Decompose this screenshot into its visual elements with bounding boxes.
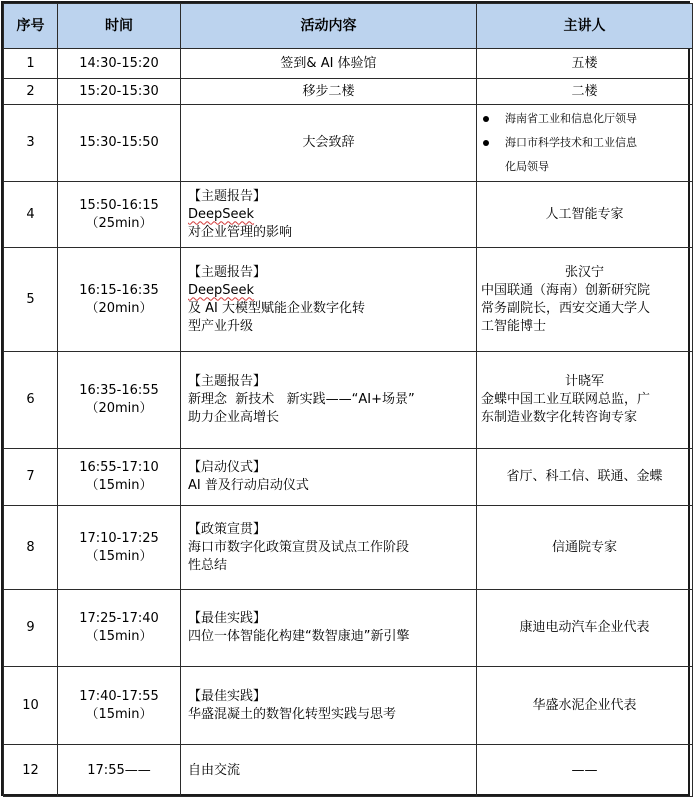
row-no: 8 (4, 506, 58, 590)
header-speaker: 主讲人 (477, 4, 693, 49)
agenda-table (3, 3, 693, 797)
row-no: 6 (4, 352, 58, 449)
row-time: 17:40-17:55 （15min） (58, 667, 181, 745)
content-text: DeepSeek 对企业管理的影响 (188, 206, 293, 240)
table-row (4, 352, 693, 449)
row-no: 10 (4, 667, 58, 745)
row-content (181, 506, 477, 590)
speaker-name: 计晓军 (564, 374, 604, 389)
header-no: 序号 (4, 4, 58, 49)
row-no: 5 (4, 248, 58, 352)
header-row (4, 4, 693, 49)
row-no: 7 (4, 449, 58, 506)
row-time: 14:30-15:20 (58, 49, 181, 79)
table-row (4, 79, 693, 105)
row-time: 15:20-15:30 (58, 79, 181, 105)
table-row (4, 49, 693, 79)
row-speaker: 省厅、科工信、联通、金蝶 (477, 449, 693, 506)
agenda-sheet (1, 1, 690, 796)
speaker-bullet-item: 海口市科学技术和工业信息 (481, 131, 688, 155)
speaker-title-line: 工智能博士 (481, 318, 547, 334)
row-no: 12 (4, 745, 58, 797)
table-row (4, 105, 693, 182)
table-row (4, 506, 693, 590)
content-tag: 【最佳实践】 (188, 688, 267, 704)
content-tag: 【主题报告】 (188, 264, 267, 280)
row-speaker: —— (477, 745, 693, 797)
row-content (181, 182, 477, 248)
speaker-bullet-item: 海南省工业和信息化厅领导 (481, 107, 688, 131)
speaker-bullet-continuation: 化局领导 (505, 160, 549, 173)
row-time: 16:15-16:35 （20min） (58, 248, 181, 352)
row-content: 大会致辞 (181, 105, 477, 182)
table-row (4, 590, 693, 667)
row-speaker: 人工智能专家 (477, 182, 693, 248)
bullet-dot-icon (483, 116, 489, 122)
content-text: 海口市数字化政策宣贯及试点工作阶段 (188, 539, 410, 555)
table-row (4, 449, 693, 506)
table-row (4, 667, 693, 745)
speaker-title-line: 常务副院长，西安交通大学人 (481, 300, 651, 316)
row-speaker: 五楼 (477, 49, 693, 79)
content-tag: 【主题报告】 (188, 374, 267, 389)
row-no: 9 (4, 590, 58, 667)
speaker-title-line: 东制造业数字化转咨询专家 (481, 410, 638, 425)
content-text: AI 普及行动启动仪式 (188, 478, 309, 493)
row-time: 16:55-17:10 （15min） (58, 449, 181, 506)
content-tag: 【主题报告】 (188, 188, 267, 204)
row-content: 移步二楼 (181, 79, 477, 105)
row-speaker: 信通院专家 (477, 506, 693, 590)
bullet-dot-icon (483, 140, 489, 146)
row-time: 16:35-16:55 （20min） (58, 352, 181, 449)
row-content (181, 352, 477, 449)
content-text-line2: 助力企业高增长 (188, 410, 280, 425)
row-speaker: 二楼 (477, 79, 693, 105)
row-time: 17:55—— (58, 745, 181, 797)
table-row (4, 182, 693, 248)
row-time: 17:25-17:40 （15min） (58, 590, 181, 667)
row-no: 2 (4, 79, 58, 105)
row-time: 15:50-16:15 （25min） (58, 182, 181, 248)
row-content (181, 590, 477, 667)
table-row (4, 248, 693, 352)
row-speaker (477, 105, 693, 182)
table-row (4, 745, 693, 797)
row-content (181, 449, 477, 506)
row-content: 签到& AI 体验馆 (181, 49, 477, 79)
row-content (181, 248, 477, 352)
content-text: 四位一体智能化构建“数智康迪”新引擎 (188, 629, 410, 644)
content-tag: 【最佳实践】 (188, 611, 267, 626)
content-text-line2: 性总结 (188, 557, 228, 573)
speaker-title-line: 金蝶中国工业互联网总监，广 (481, 392, 651, 407)
content-text: 华盛混凝土的数智化转型实践与思考 (188, 706, 397, 722)
header-time: 时间 (58, 4, 181, 49)
content-text: DeepSeek 及 AI 大模型赋能企业数字化转 (188, 282, 365, 316)
speaker-title-line: 中国联通（海南）创新研究院 (481, 282, 651, 298)
row-time: 17:10-17:25 （15min） (58, 506, 181, 590)
row-speaker: 康迪电动汽车企业代表 (477, 590, 693, 667)
row-speaker (477, 352, 693, 449)
row-content (181, 667, 477, 745)
row-no: 3 (4, 105, 58, 182)
row-no: 1 (4, 49, 58, 79)
row-content: 自由交流 (181, 745, 477, 797)
row-no: 4 (4, 182, 58, 248)
row-speaker: 华盛水泥企业代表 (477, 667, 693, 745)
content-text: 新理念 新技术 新实践——“AI+场景” (188, 392, 415, 407)
content-tag: 【政策宣贯】 (188, 521, 267, 537)
header-content: 活动内容 (181, 4, 477, 49)
content-text-line2: 型产业升级 (188, 318, 254, 334)
row-speaker (477, 248, 693, 352)
speaker-name: 张汉宁 (564, 264, 604, 280)
content-tag: 【启动仪式】 (188, 460, 267, 475)
row-time: 15:30-15:50 (58, 105, 181, 182)
